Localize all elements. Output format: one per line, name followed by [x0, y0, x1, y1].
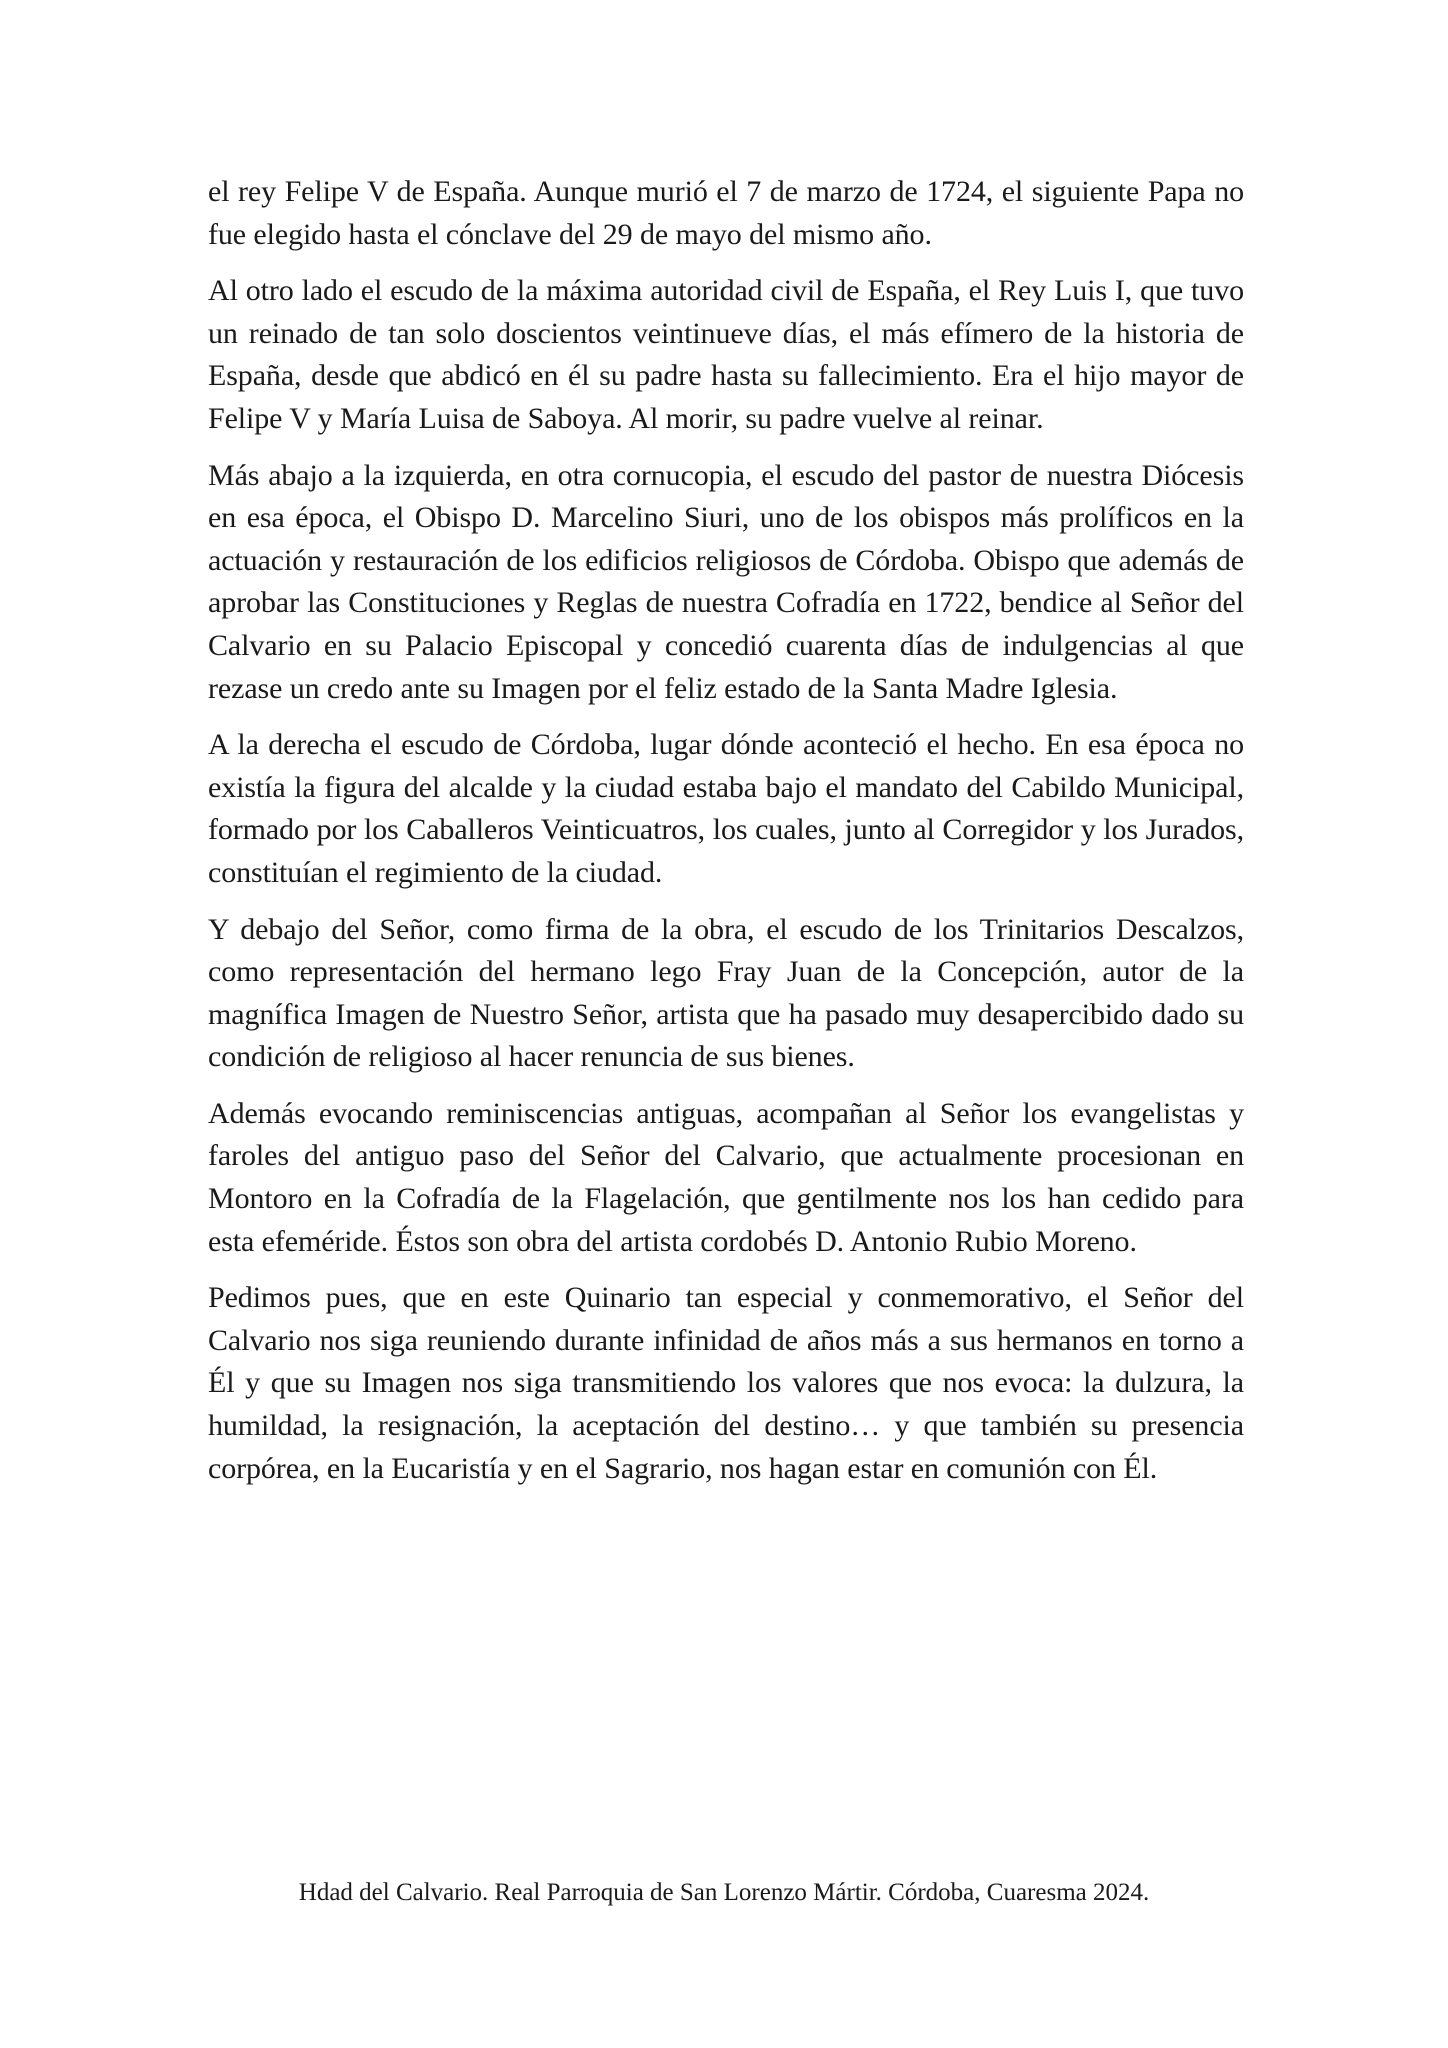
paragraph-escudo-cordoba: A la derecha el escudo de Córdoba, lugar dónde aconteció el hecho. En esa época no existía la figura del alcalde y la ciudad estaba bajo el mandato del Cabildo Municipal, formado por los Caballeros Veinticuatros, los cuales, junto al Corregidor y los Jurados, constituían el regimiento de la ciudad. [208, 728, 1244, 889]
paragraph-quinario: Pedimos pues, que en este Quinario tan especial y conmemorativo, el Señor del Calvario nos siga reuniendo durante infinidad de años más a sus hermanos en torno a Él y que su Imagen nos siga transmitiendo los valores que nos evoca: la dulzura, la humildad, la resignación, la aceptación del destino… y que también su presencia corpórea, en la Eucaristía y en el Sagrario, nos hagan estar en comunión con Él. [208, 1281, 1244, 1485]
page-footer: Hdad del Calvario. Real Parroquia de San Lorenzo Mártir. Córdoba, Cuaresma 2024. [298, 1879, 1150, 1906]
paragraph-obispo-siuri: Más abajo a la izquierda, en otra cornucopia, el escudo del pastor de nuestra Diócesis en esa época, el Obispo D. Marcelino Siuri, uno de los obispos más prolíficos en la actuación y restauración de los edificios religiosos de Córdoba. Obispo que además de aprobar las Constituciones y Reglas de nuestra Cofradía en 1722, bendice al Señor del Calvario en su Palacio Episcopal y concedió cuarenta días de indulgencias al que rezase un credo ante su Imagen por el feliz estado de la Santa Madre Iglesia. [208, 458, 1244, 705]
paragraph-conclave: el rey Felipe V de España. Aunque murió el 7 de marzo de 1724, el siguiente Papa no fue elegido hasta el cónclave del 29 de mayo del mismo año. [208, 175, 1244, 251]
document-body [208, 171, 1244, 1504]
paragraph-evangelistas: Además evocando reminiscencias antiguas, acompañan al Señor los evangelistas y faroles del antiguo paso del Señor del Calvario, que actualmente procesionan en Montoro en la Cofradía de la Flagelación, que gentilmente nos los han cedido para esta efeméride. Éstos son obra del artista cordobés D. Antonio Rubio Moreno. [208, 1096, 1244, 1258]
paragraph-trinitarios: Y debajo del Señor, como firma de la obra, el escudo de los Trinitarios Descalzos, como representación del hermano lego Fray Juan de la Concepción, autor de la magnífica Imagen de Nuestro Señor, artista que ha pasado muy desapercibido dado su condición de religioso al hacer renuncia de sus bienes. [208, 912, 1244, 1074]
paragraph-rey-luis-i: Al otro lado el escudo de la máxima autoridad civil de España, el Rey Luis I, que tuvo un reinado de tan solo doscientos veintinueve días, el más efímero de la historia de España, desde que abdicó en él su padre hasta su fallecimiento. Era el hijo mayor de Felipe V y María Luisa de Saboya. Al morir, su padre vuelve al reinar. [208, 274, 1244, 435]
